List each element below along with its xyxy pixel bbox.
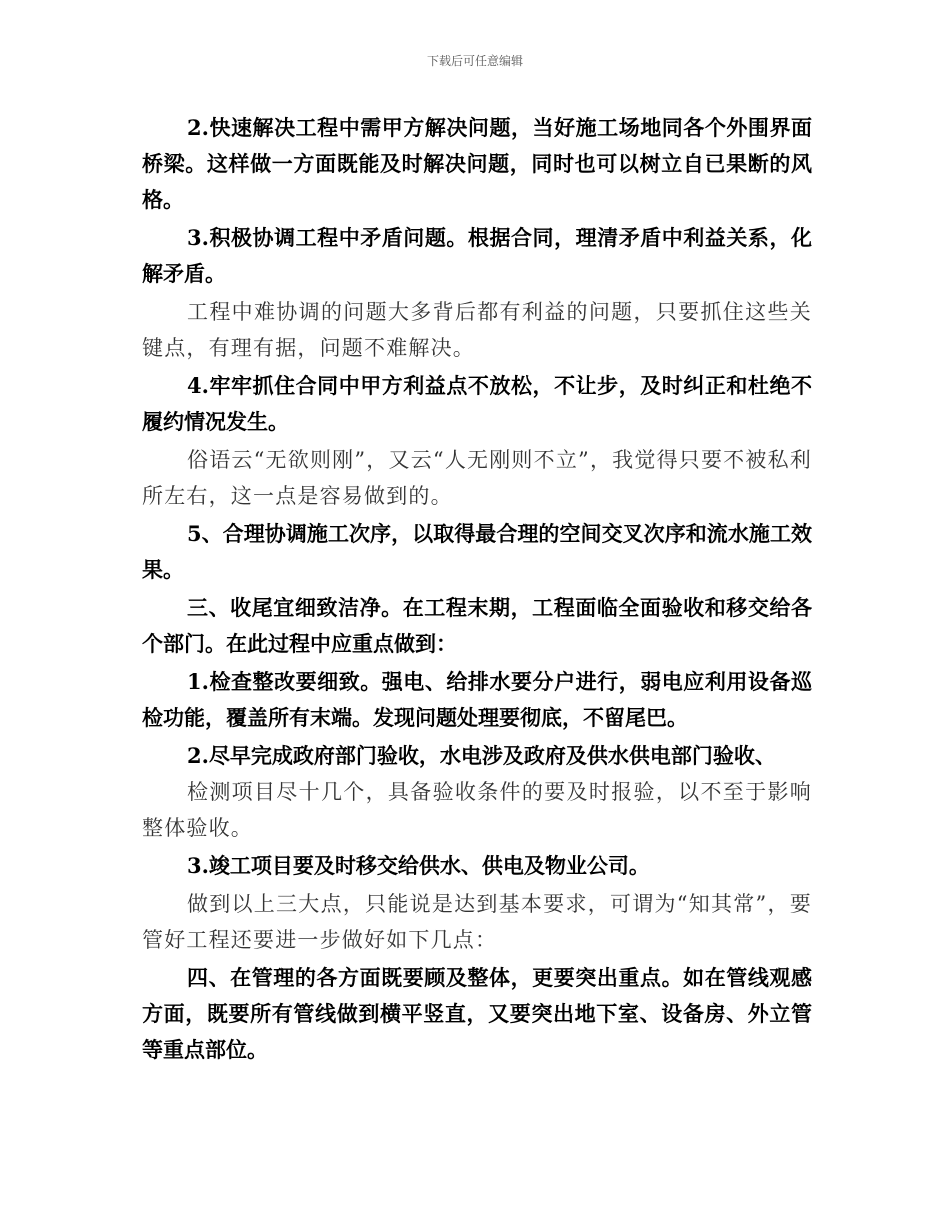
paragraph-closing-item-3: 3.竣工项目要及时移交给供水、供电及物业公司。 (187, 853, 650, 878)
paragraph-item-3: 3.积极协调工程中矛盾问题。根据合同，理清矛盾中利益关系，化解矛盾。 (142, 225, 812, 286)
paragraph-item-4: 4.牢牢抓住合同中甲方利益点不放松，不让步，及时纠正和杜绝不履约情况发生。 (142, 373, 812, 434)
paragraph-closing-explanation-2: 检测项目尽十几个，具备验收条件的要及时报验，以不至于影响整体验收。 (142, 780, 812, 840)
paragraph-explanation-4: 俗语云“无欲则刚”，又云“人无刚则不立”，我觉得只要不被私利所左右，这一点是容易做到的。 (142, 448, 812, 508)
paragraph-explanation-3: 工程中难协调的问题大多背后都有利益的问题，只要抓住这些关键点，有理有据，问题不难解决。 (142, 300, 812, 360)
page-header: 下载后可任意编辑 (426, 54, 523, 68)
paragraph-section-3: 三、收尾宜细致洁净。在工程末期，工程面临全面验收和移交给各个部门。在此过程中应重点做到： (142, 595, 812, 656)
document-body (142, 110, 812, 1068)
paragraph-closing-item-2: 2.尽早完成政府部门验收，水电涉及政府及供水供电部门验收、 (187, 743, 776, 768)
paragraph-item-5: 5、合理协调施工次序，以取得最合理的空间交叉次序和流水施工效果。 (142, 521, 812, 582)
paragraph-summary: 做到以上三大点，只能说是达到基本要求，可谓为“知其常”，要管好工程还要进一步做好如下几点： (142, 892, 812, 952)
paragraph-closing-item-1: 1.检查整改要细致。强电、给排水要分户进行，弱电应利用设备巡检功能，覆盖所有末端。发现问题处理要彻底，不留尾巴。 (142, 669, 812, 730)
paragraph-section-4: 四、在管理的各方面既要顾及整体，更要突出重点。如在管线观感方面，既要所有管线做到横平竖直，又要突出地下室、设备房、外立管等重点部位。 (142, 965, 812, 1062)
paragraph-item-2: 2.快速解决工程中需甲方解决问题，当好施工场地同各个外围界面桥梁。这样做一方面既能及时解决问题，同时也可以树立自已果断的风格。 (142, 115, 812, 212)
